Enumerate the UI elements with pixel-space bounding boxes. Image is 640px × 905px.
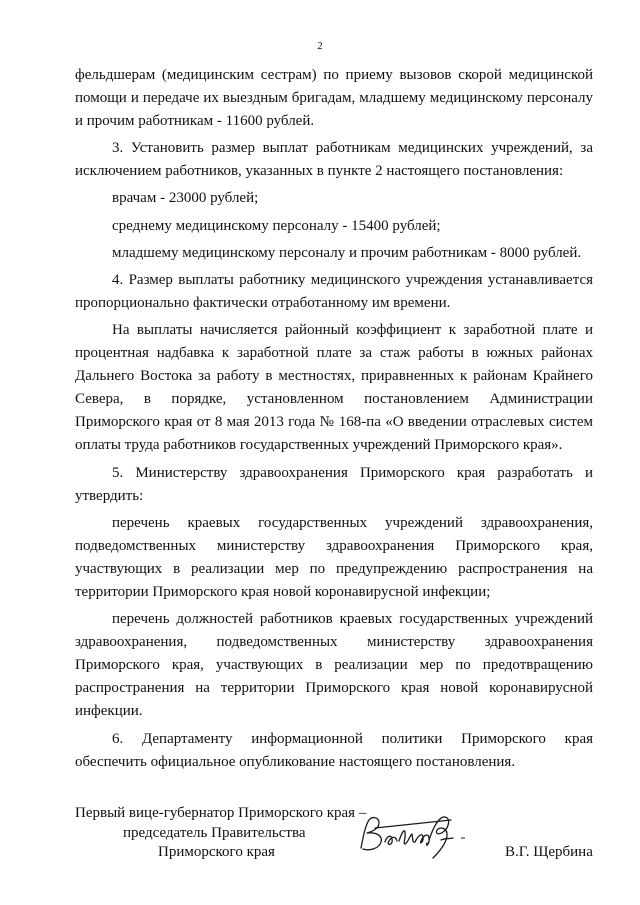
page-number: 2 bbox=[317, 40, 323, 52]
paragraph-junior-staff: младшему медицинскому персоналу и прочим работникам - 8000 рублей. bbox=[112, 244, 582, 261]
document-body bbox=[75, 64, 593, 774]
paragraph-doctors: врачам - 23000 рублей; bbox=[112, 190, 259, 207]
paragraph-item-6: 6. Департаменту информационной политики Приморского края обеспечить официальное опубликование настоящего постановления. bbox=[75, 730, 593, 770]
paragraph-institutions-list: перечень краевых государственных учреждений здравоохранения, подведомственных министерству здравоохранения Приморского края, участвующих в реализации мер по предупреждению распространения на территории Приморского края новой коронавирусной инфекции; bbox=[75, 514, 593, 600]
paragraph-mid-staff: среднему медицинскому персоналу - 15400 рублей; bbox=[112, 217, 441, 234]
paragraph-coefficient: На выплаты начисляется районный коэффициент к заработной плате и процентная надбавка к заработной плате за стаж работы в южных районах Дальнего Востока за работу в местностях, приравненных к районам Крайнего Севера, в порядке, установленном постановлением Администрации Приморского края от 8 мая 2013 года № 168-па «О введении отраслевых систем оплаты труда работников государственных учреждений Приморского края». bbox=[75, 321, 593, 454]
paragraph-continuation: фельдшерам (медицинским сестрам) по приему вызовов скорой медицинской помощи и передаче их выездным бригадам, младшему медицинскому персоналу и прочим работникам - 11600 рублей. bbox=[75, 67, 593, 130]
paragraph-item-3: 3. Установить размер выплат работникам медицинских учреждений, за исключением работников, указанных в пункте 2 настоящего постановления: bbox=[75, 140, 593, 180]
signatory-title-line: председатель Правительства bbox=[123, 824, 306, 841]
paragraph-item-5: 5. Министерству здравоохранения Приморского края разработать и утвердить: bbox=[75, 464, 593, 504]
paragraph-positions-list: перечень должностей работников краевых государственных учреждений здравоохранения, подведомственных министерству здравоохранения Приморского края, участвующих в реализации мер по предотвращению распространения на территории Приморского края новой коронавирусной инфекции. bbox=[75, 611, 593, 720]
signatory-title-line: Приморского края bbox=[158, 844, 275, 860]
signatory-title-line: Первый вице-губернатор Приморского края – bbox=[75, 805, 367, 821]
paragraph-item-4: 4. Размер выплаты работнику медицинского учреждения устанавливается пропорционально фактически отработанному им времени. bbox=[75, 271, 593, 311]
signatory-title bbox=[75, 804, 375, 863]
handwritten-signature bbox=[355, 808, 465, 863]
signatory-name: В.Г. Щербина bbox=[505, 844, 593, 860]
